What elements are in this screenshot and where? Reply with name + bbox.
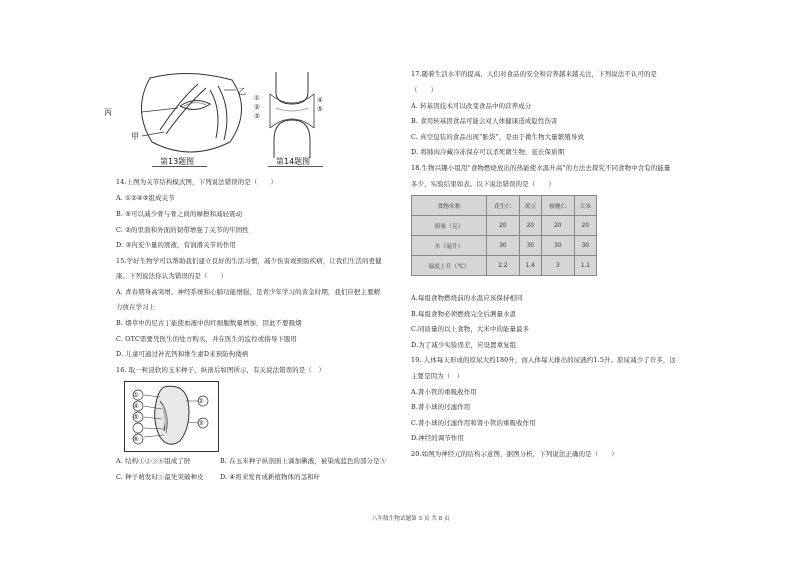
table-cell: 1.4 bbox=[519, 256, 541, 276]
q19-option-d: D.神经的调节作用 bbox=[411, 434, 465, 442]
q14-stem: 14.上图为关节结构模式图，下列说法错误的是（ ） bbox=[116, 178, 278, 186]
q19-option-c: C.肾小球的过滤作用和肾小管的重吸收作用 bbox=[411, 419, 536, 427]
q16-option-b: B. 在玉米种子纵剖面上滴加碘液，被染成蓝色的部分是⑤ bbox=[220, 457, 387, 465]
table-cell: 30 bbox=[541, 236, 574, 256]
q17-option-a: A. 转基因技术可以改变食品中的营养成分 bbox=[411, 102, 532, 110]
q17-option-d: D. 将肺肉冷藏冷冻保存可以杀死微生物，延长保质期 bbox=[411, 148, 565, 156]
q18-option-d: D.为了减少实验误差，应设置重复组 bbox=[411, 341, 517, 349]
q17-option-c: C. 真空包装的食品出现“胀袋”，是由于微生物大量繁殖导致 bbox=[411, 133, 584, 141]
table-header-row bbox=[412, 196, 597, 216]
figure-13-diagram bbox=[120, 70, 260, 162]
q15-option-c: C. OTC需要凭医生的处方购买，并在医生的监控或指导下服用 bbox=[116, 335, 297, 343]
figure-14-diagram bbox=[262, 70, 322, 160]
figure-14-caption-rule bbox=[268, 166, 323, 167]
q18-option-b: B.每组食物必须燃烧完全后测量水温 bbox=[411, 310, 517, 318]
q14-option-d: D. ③内充少量的滑液，有润滑关节的作用 bbox=[116, 241, 236, 249]
table-cell: 30 bbox=[487, 236, 520, 256]
table-header-cell: 大米 bbox=[574, 196, 596, 216]
q16-option-c: C. 种子萌发时①最先突破种皮 bbox=[116, 473, 204, 481]
q18-food-energy-table bbox=[411, 195, 597, 276]
table-cell: 20 bbox=[487, 216, 520, 236]
table-cell: 20 bbox=[574, 216, 596, 236]
q14-option-a: A. ①②④⑤组成关节 bbox=[116, 194, 175, 202]
q15-stem-line1: 15.学好生物学可以帮助我们建立良好的生活习惯，减少伤害或预防疾病，让我们生活的更健 bbox=[116, 257, 382, 265]
table-cell: 1.1 bbox=[574, 256, 596, 276]
q14-option-c: C. ②的里面和外面的韧带增强了关节的牢固性 bbox=[116, 226, 249, 234]
figure-13-caption: 第13题图 bbox=[160, 157, 195, 166]
figure-13-label-jia: 甲 bbox=[131, 132, 139, 141]
table-cell: 质量（克） bbox=[412, 216, 487, 236]
q16-fig-label-1: ① bbox=[133, 391, 139, 399]
table-cell: 3 bbox=[541, 256, 574, 276]
table-row bbox=[412, 216, 597, 236]
figure-13-label-yi: 乙 bbox=[238, 87, 246, 96]
figure-14-label-1: ① bbox=[254, 94, 260, 102]
figure-14-caption: 第14题图 bbox=[276, 157, 311, 166]
q16-option-a: A. 结构①②③⑥组成了胚 bbox=[116, 457, 191, 465]
q19-option-b: B.肾小球的过滤作用 bbox=[411, 403, 471, 411]
q19-stem-line2: 主要是因为（ ） bbox=[411, 372, 464, 380]
q20-stem: 20.如图为神经元的结构示意图，据图分析，下列说法正确的是（ ） bbox=[411, 450, 618, 458]
page-footer: 八年级生物试题第 3 页 共 8 页 bbox=[372, 516, 450, 522]
table-header-cell: 核桃仁 bbox=[541, 196, 574, 216]
q15-option-a-line2: 力放在学习上 bbox=[116, 303, 156, 311]
q15-option-a-line1: A. 青春期身高突增、神经系统和心肺功能增强，是青少年学习的黄金时期，我们应把主要精 bbox=[116, 288, 381, 296]
table-cell: 20 bbox=[541, 216, 574, 236]
q14-option-b: B. ⑤可以减少骨与骨之间的摩擦和减轻震动 bbox=[116, 210, 243, 218]
q16-fig-label-2: ② bbox=[198, 397, 204, 405]
figure-13-caption-rule bbox=[152, 166, 207, 167]
q18-option-a: A.每组食物燃烧前的水温应该保持相同 bbox=[411, 294, 523, 302]
q18-stem-line2: 多少，实验结果如表。以下说法错误的是（ ） bbox=[411, 180, 555, 188]
q16-fig-label-6: ⑥ bbox=[133, 435, 139, 443]
figure-14-label-3: ③ bbox=[254, 112, 260, 120]
q16-fig-label-3: ③ bbox=[198, 419, 204, 427]
figure-14-label-2: ② bbox=[254, 103, 260, 111]
q16-stem: 16. 取一粒浸软的玉米种子，纵剖后如图所示，有关说法错误的是（ ） bbox=[116, 366, 326, 374]
table-row bbox=[412, 256, 597, 276]
figure-14-label-4: ④ bbox=[317, 96, 323, 104]
table-cell: 30 bbox=[574, 236, 596, 256]
table-row bbox=[412, 236, 597, 256]
q15-stem-line2: 康。下列说法你认为错误的是（ ） bbox=[116, 272, 228, 280]
q16-fig-label-4: ④ bbox=[133, 402, 139, 410]
q17-option-b: B. 食用转基因食品可能会对人体健康造成隐性伤害 bbox=[411, 117, 558, 125]
q17-stem-line1: 17.随着生活水平的提高，人们对食品的安全和营养越来越关注，下列说法不认可的是 bbox=[411, 70, 658, 78]
table-header-cell: 花生仁 bbox=[487, 196, 520, 216]
table-cell: 温度上升（℃） bbox=[412, 256, 487, 276]
q15-option-b: B. 烟草中的尼古丁能使血液中的红细胞数量增加，因此不要吸烟 bbox=[116, 319, 302, 327]
q16-option-d: D. ④将来发育成新植物体的茎和叶 bbox=[220, 473, 321, 481]
figure-14-label-5: ⑤ bbox=[317, 105, 323, 113]
q15-option-d: D. 儿童可通过补充钙和维生素D来预防佝偻病 bbox=[116, 350, 249, 358]
q17-stem-line2: （ ） bbox=[411, 86, 438, 94]
table-header-cell: 黄豆 bbox=[519, 196, 541, 216]
table-header-cell: 食物名称 bbox=[412, 196, 487, 216]
q16-fig-label-5: ⑤ bbox=[133, 413, 139, 421]
q18-option-c: C.同质量的以上食物，大米中的能量最多 bbox=[411, 325, 530, 333]
q18-stem-line1: 18.生物兴趣小组用“食物燃烧放出的热能使水温升高”的方法去探究不同食物中含有的能量 bbox=[411, 164, 671, 172]
table-cell: 30 bbox=[519, 236, 541, 256]
figure-13-label-bing: 丙 bbox=[104, 108, 112, 117]
q19-stem-line1: 19. 人体每天形成的原尿大约180升，而人体每天排出的尿液约1.5升。原尿减少了许多，这 bbox=[411, 356, 676, 364]
table-cell: 20 bbox=[519, 216, 541, 236]
table-cell: 2.2 bbox=[487, 256, 520, 276]
q19-option-a: A.肾小管的重吸收作用 bbox=[411, 388, 477, 396]
table-cell: 水（毫升） bbox=[412, 236, 487, 256]
